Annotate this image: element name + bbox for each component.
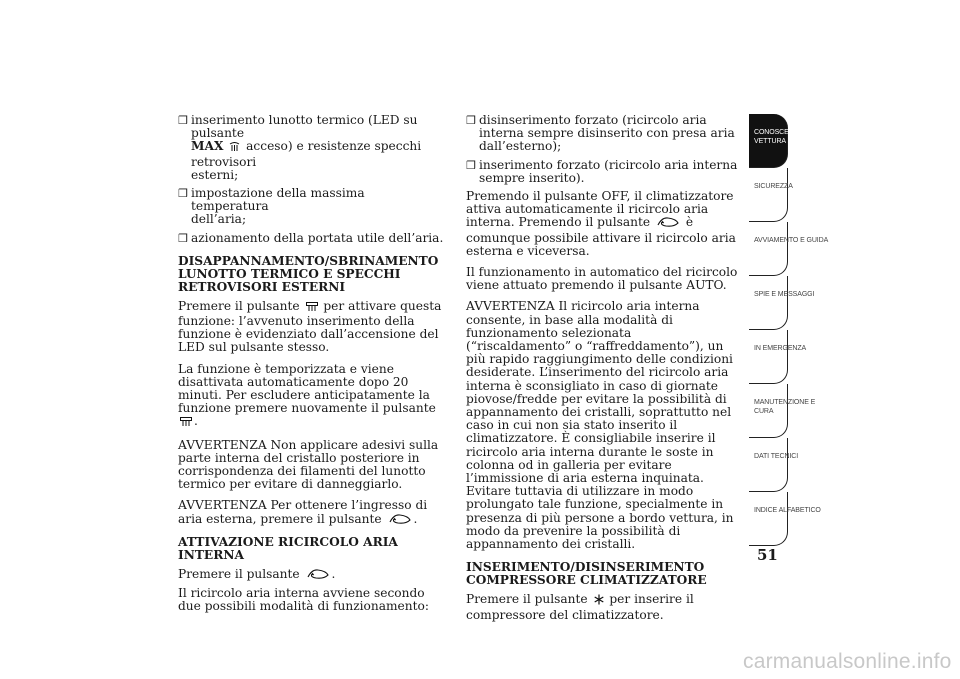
recirculation-icon <box>306 568 330 583</box>
text: Premere il pulsante <box>178 566 300 581</box>
text: AVVERTENZA Per ottenere l’ingresso di aria esterna, premere il pulsante <box>178 498 428 526</box>
left-column <box>178 114 446 621</box>
paragraph <box>466 593 740 621</box>
paragraph <box>178 300 446 355</box>
tab-in-emergenza[interactable] <box>749 330 807 384</box>
paragraph <box>178 499 446 527</box>
text: La funzione è temporizzata e viene disattivata automaticamente dopo 20 minuti. Per escludere anticipatamente la funzione premere nuovamente il pulsante <box>178 361 436 416</box>
text: inserimento forzato (ricircolo aria interna sempre inserito). <box>479 157 738 185</box>
watermark-footer: carmanualsonline.info <box>743 650 952 673</box>
text: . <box>194 414 198 429</box>
tab-spie-messaggi[interactable] <box>749 276 815 330</box>
list-item <box>178 232 446 245</box>
text: acceso) e resistenze specchi retrovisori <box>191 139 422 169</box>
paragraph <box>178 363 446 431</box>
chapter-sidebar <box>749 114 829 546</box>
text: disinserimento forzato (ricircolo aria interna sempre disinserito con presa aria dall’esterno); <box>479 113 735 154</box>
page-number: 51 <box>757 546 778 564</box>
section-heading: INSERIMENTO/DISINSERIMENTO COMPRESSORE CLIMATIZZATORE <box>466 560 707 588</box>
tab-label: DATI TECNICI <box>754 453 799 460</box>
tab-label: MANUTENZIONE E CURA <box>754 399 816 415</box>
list-item <box>466 159 740 185</box>
list-item <box>466 114 740 154</box>
tab-label: IN EMERGENZA <box>754 345 807 352</box>
right-column <box>466 114 740 630</box>
section-heading: DISAPPANNAMENTO/SBRINAMENTO LUNOTTO TERMICO E SPECCHI RETROVISORI ESTERNI <box>178 253 439 294</box>
text: impostazione della massima temperatura <box>191 186 365 214</box>
tab-label: SPIE E MESSAGGI <box>754 291 815 298</box>
text: inserimento lunotto termico (LED su pulsante <box>191 113 418 141</box>
text: Premendo il pulsante OFF, il climatizzatore attiva automaticamente il ricircolo aria interna. Premendo il pulsante <box>466 189 734 230</box>
recirculation-icon <box>656 216 680 231</box>
bullet: ❒ <box>466 158 476 172</box>
tab-label: INDICE ALFABETICO <box>754 507 821 514</box>
text: . <box>331 566 336 581</box>
text: Premere il pulsante <box>466 592 588 607</box>
list-item <box>178 114 446 182</box>
text: per attivare questa funzione: l’avvenuto inserimento della funzione è evidenziato dall’accensione del LED sul pulsante stesso. <box>178 298 442 355</box>
tab-label: SICUREZZA <box>754 183 793 190</box>
paragraph: AVVERTENZA Il ricircolo aria interna consente, in base alla modalità di funzionamento selezionata (“riscaldamento” o “raffreddamento”), un più rapido raggiungimento delle condizioni desiderate. L’inserimento del ricircolo aria interna è sconsigliato in caso di giornate piovose/fredde per evitare la possibilità di appannamento dei cristalli, soprattutto nel caso in cui non sia stato inserito il climatizzatore. È consigliabile inserire il ricircolo aria interna durante le soste in colonna od in galleria per evitare l’immissione di aria esterna inquinata. Evitare tuttavia di utilizzare in modo prolungato tale funzione, specialmente in presenza di più persone a bordo vettura, in modo da prevenire la possibilità di appannamento dei cristalli. <box>466 299 734 552</box>
tab-sicurezza[interactable] <box>749 168 793 222</box>
text: esterni; <box>191 167 239 182</box>
paragraph: Il funzionamento in automatico del ricircolo viene attuato premendo il pulsante AUTO. <box>466 265 738 293</box>
tab-label: CONOSCENZA DELLA VETTURA <box>754 129 826 145</box>
tab-dati-tecnici[interactable] <box>749 438 799 492</box>
bullet: ❒ <box>178 231 188 245</box>
text: azionamento della portata utile dell’aria. <box>191 230 444 245</box>
paragraph <box>178 568 446 583</box>
tab-indice-alfabetico[interactable] <box>749 492 821 546</box>
text: è comunque possibile attivare il ricircolo aria esterna e viceversa. <box>466 215 736 258</box>
bullet: ❒ <box>178 187 188 201</box>
text: . <box>413 511 418 526</box>
bullet: ❒ <box>466 114 476 127</box>
section-heading: ATTIVAZIONE RICIRCOLO ARIA INTERNA <box>178 534 398 562</box>
list-item <box>178 187 446 227</box>
text: dell’aria; <box>191 212 247 227</box>
paragraph: AVVERTENZA Non applicare adesivi sulla parte interna del cristallo posteriore in corrispondenza dei filamenti del lunotto termico per evitare di danneggiarlo. <box>178 437 439 492</box>
bullet: ❒ <box>178 114 188 127</box>
paragraph: Il ricircolo aria interna avviene secondo due possibili modalità di funzionamento: <box>178 586 429 614</box>
text: Premere il pulsante <box>178 298 300 313</box>
rear-defrost-icon <box>180 417 192 430</box>
tab-avviamento-guida[interactable] <box>749 222 829 276</box>
text: MAX <box>191 139 224 154</box>
recirculation-icon <box>388 513 412 528</box>
tab-manutenzione-cura[interactable] <box>749 384 816 438</box>
text: per inserire il compressore del climatizzatore. <box>466 592 694 622</box>
tab-conoscenza-vettura[interactable] <box>749 114 826 168</box>
ac-snowflake-icon <box>594 594 604 608</box>
tab-label: AVVIAMENTO E GUIDA <box>754 237 829 244</box>
paragraph <box>466 190 740 258</box>
